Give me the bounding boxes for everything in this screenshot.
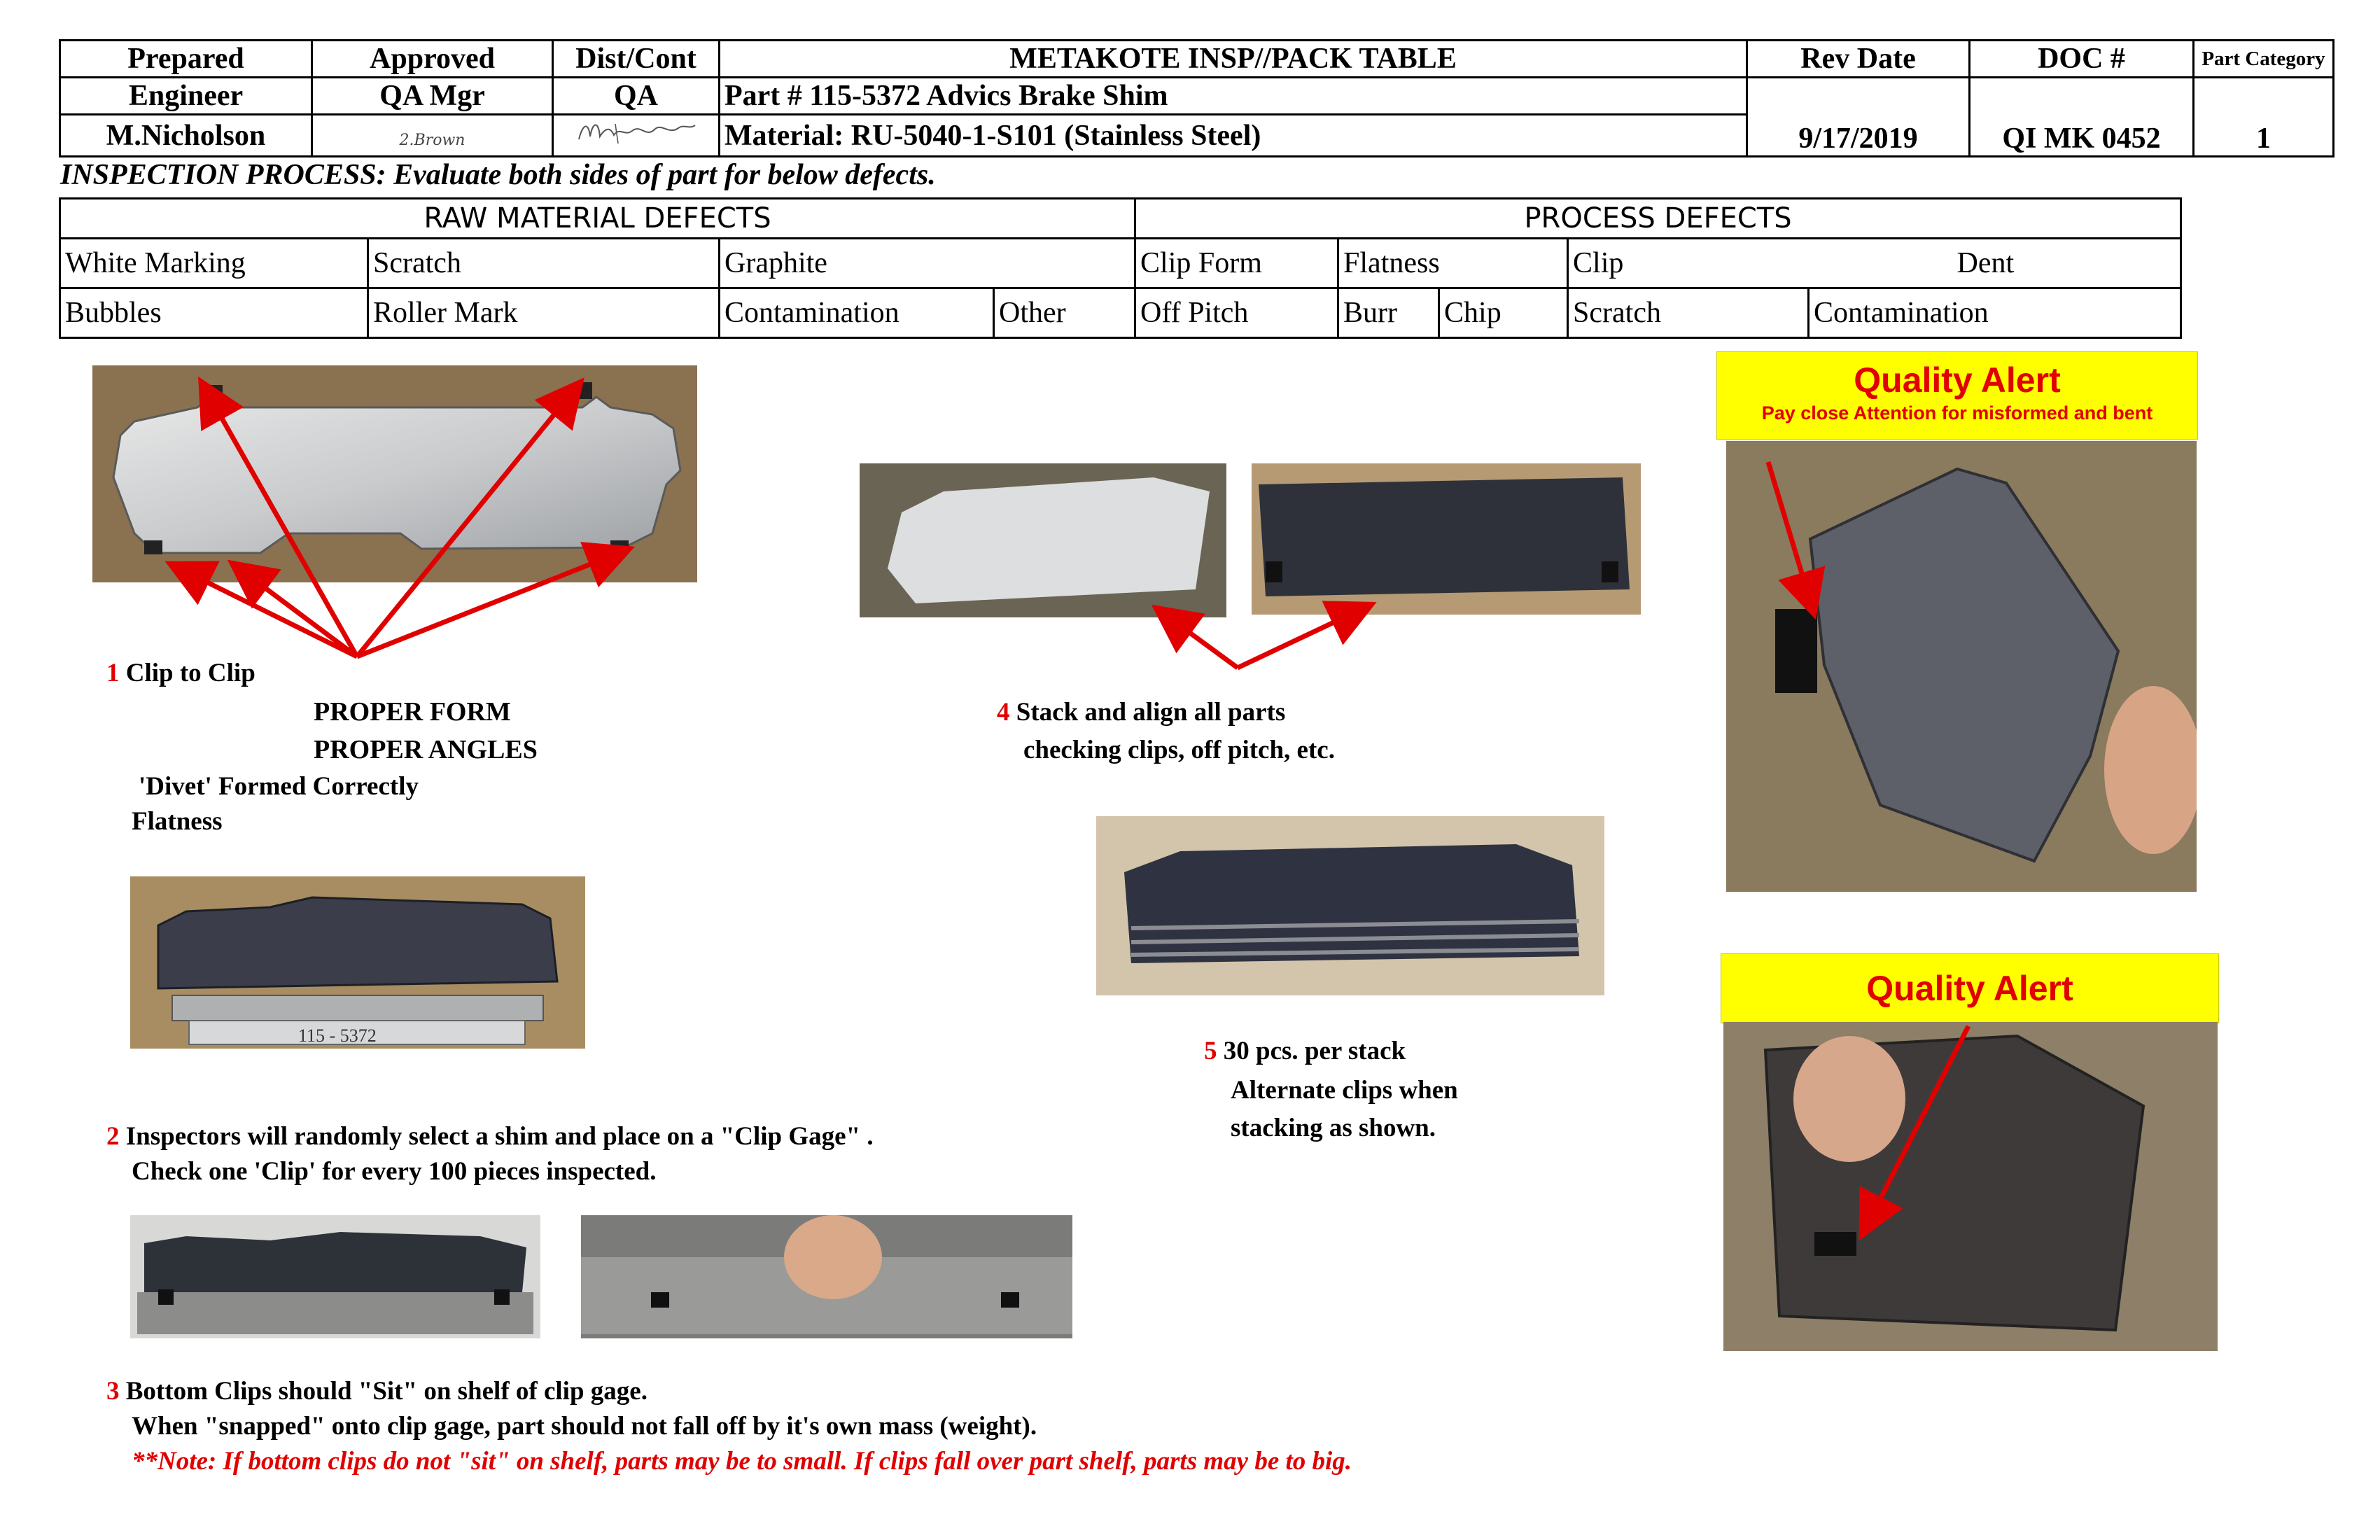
prepared-label: Prepared xyxy=(60,41,312,78)
step-5-text: 30 pcs. per stack xyxy=(1223,1037,1406,1065)
step-2-line-2: Check one 'Clip' for every 100 pieces inspected. xyxy=(132,1157,657,1186)
inspection-process-heading: INSPECTION PROCESS: Evaluate both sides of part for below defects. xyxy=(60,159,936,191)
red-arrow xyxy=(1238,606,1368,668)
step-5-line-3: stacking as shown. xyxy=(1231,1114,1436,1142)
defect-cell: Graphite xyxy=(720,239,1135,288)
step-1-line: PROPER ANGLES xyxy=(314,735,538,764)
defect-cell: Scratch xyxy=(368,239,720,288)
defect-cell: Roller Mark xyxy=(368,288,720,338)
defect-cell: Flatness xyxy=(1338,239,1568,288)
doc-number-label: DOC # xyxy=(1970,41,2194,78)
approved-label: Approved xyxy=(312,41,553,78)
prepared-role: Engineer xyxy=(60,78,312,115)
red-arrow xyxy=(1159,610,1238,668)
defect-cell: Contamination xyxy=(1809,288,2181,338)
quality-alert-subtitle: Pay close Attention for misformed and bent xyxy=(1761,402,2153,424)
defect-cell: Clip xyxy=(1568,239,1809,288)
document-title: METAKOTE INSP//PACK TABLE xyxy=(720,41,1747,78)
prepared-name: M.Nicholson xyxy=(60,115,312,157)
defect-cell: Burr xyxy=(1338,288,1439,338)
rev-date-label: Rev Date xyxy=(1747,41,1970,78)
defect-cell: Contamination xyxy=(720,288,994,338)
step-5-line-2: Alternate clips when xyxy=(1231,1076,1458,1105)
step-1-line: Flatness xyxy=(132,807,223,836)
defect-cell: Clip Form xyxy=(1135,239,1338,288)
red-arrow xyxy=(1863,1026,1968,1232)
approved-signature-text: 2.Brown xyxy=(399,131,465,149)
red-arrow xyxy=(1768,462,1813,610)
red-arrow xyxy=(235,566,357,657)
step-2-text: Inspectors will randomly select a shim and place on a "Clip Gage" . xyxy=(125,1122,874,1151)
material-spec: Material: RU-5040-1-S101 (Stainless Steel) xyxy=(720,115,1747,157)
part-category-value: 1 xyxy=(2194,78,2334,157)
step-1-line: 'Divet' Formed Correctly xyxy=(139,772,419,801)
step-4-line-2: checking clips, off pitch, etc. xyxy=(1023,736,1335,764)
dist-role: QA xyxy=(553,78,720,115)
rev-date-value: 9/17/2019 xyxy=(1747,78,1970,157)
step-number: 5 xyxy=(1204,1037,1217,1065)
step-number: 4 xyxy=(997,698,1010,727)
step-3-line-2: When "snapped" onto clip gage, part should not fall off by it's own mass (weight). xyxy=(132,1412,1037,1441)
gage-marking-text: 115 - 5372 xyxy=(298,1026,377,1046)
defect-label: Dent xyxy=(1956,247,2015,279)
doc-number-value: QI MK 0452 xyxy=(1970,78,2194,157)
quality-alert-title: Quality Alert xyxy=(1854,360,2061,400)
dist-label: Dist/Cont xyxy=(553,41,720,78)
defect-cell: Bubbles xyxy=(60,288,368,338)
step-number: 2 xyxy=(106,1122,120,1151)
approved-role: QA Mgr xyxy=(312,78,553,115)
raw-material-defects-heading: RAW MATERIAL DEFECTS xyxy=(60,199,1135,239)
defect-cell: White Marking xyxy=(60,239,368,288)
defect-cell: Other xyxy=(994,288,1135,338)
defect-cell: Scratch xyxy=(1568,288,1809,338)
step-number: 3 xyxy=(106,1377,120,1406)
defect-cell: Chip xyxy=(1439,288,1568,338)
step-3-note: **Note: If bottom clips do not "sit" on shelf, parts may be to small. If clips fall over part shelf, parts may be to big. xyxy=(132,1447,1352,1476)
step-3-text: Bottom Clips should "Sit" on shelf of clip gage. xyxy=(125,1377,648,1406)
process-defects-heading: PROCESS DEFECTS xyxy=(1135,199,2181,239)
step-1-line: PROPER FORM xyxy=(314,697,511,727)
quality-alert-title-2: Quality Alert xyxy=(1866,969,2073,1008)
red-arrow xyxy=(357,385,578,657)
defect-cell: Off Pitch xyxy=(1135,288,1338,338)
part-category-label: Part Category xyxy=(2194,41,2334,78)
step-1-title-text: Clip to Clip xyxy=(125,659,255,687)
step-number: 1 xyxy=(106,659,120,687)
red-arrow-group xyxy=(174,385,1968,1232)
part-number: Part # 115-5372 Advics Brake Shim xyxy=(720,78,1747,115)
step-4-text: Stack and align all parts xyxy=(1016,698,1286,727)
